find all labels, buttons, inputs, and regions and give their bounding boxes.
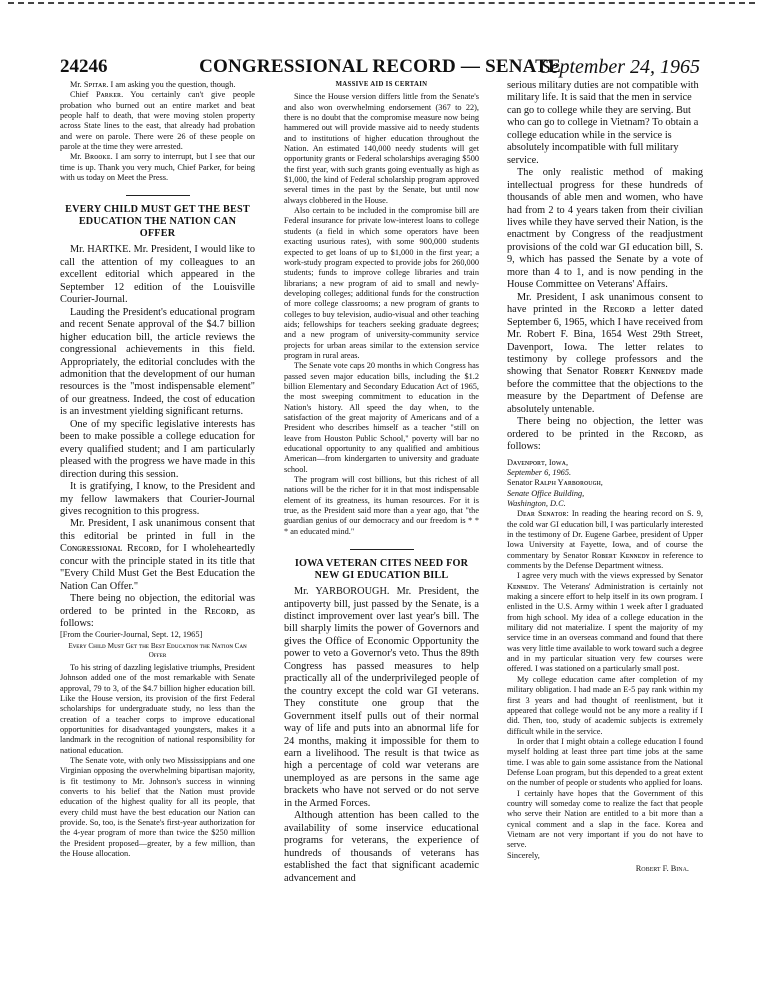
- divider: [126, 195, 190, 196]
- letter-date: September 6, 1965.: [507, 467, 572, 477]
- divider: [350, 549, 414, 550]
- letter-address-line: Washington, D.C.: [507, 498, 566, 508]
- paragraph: The Senate vote caps 20 months in which Congress has passed seven major education bills, including the $1.2 billion Elementary and Secondary Education Act of 1965, the most sweeping commitment to education in the Nation's history. All speed the day when, to the satisfaction of the great majority of Americans and of a President who describes himself as a teacher "still on leave from Houston Public School," poverty will bar no educational opportunity to any qualified and ambitious American—from kindergarten to university and graduate school.: [284, 361, 479, 474]
- subheading: MASSIVE AID IS CERTAIN: [335, 81, 428, 88]
- paragraph: Mr. Bʀᴏᴏᴋᴇ. I am sorry to interrupt, but I see that our time is up. Thank you very much, Chief Parker, for being with us today on Meet the Press.: [60, 152, 255, 183]
- letter-address-line: Senate Office Building,: [507, 488, 585, 498]
- section-heading: EVERY CHILD MUST GET THE BEST EDUCATION THE NATION CAN OFFER: [65, 204, 250, 240]
- paragraph: Mr. President, I ask unanimous consent to have printed in the Rᴇᴄᴏʀᴅ a letter dated September 6, 1965, which I have received from Mr. Robert F. Bina, 1654 West 29th Street, Davenport, Iowa. The letter relates to testimony by college professors and the showing that Senator Rᴏʙᴇʀᴛ Kᴇɴɴᴇᴅʏ made before the committee that the objections to the measure by the Department of Defense are absolutely untenable.: [507, 291, 703, 415]
- page-number: 24246: [60, 56, 108, 77]
- letter-addressee: Senator Rᴀʟᴘʜ Yᴀʀʙᴏʀᴏᴜɢʜ,: [507, 478, 603, 488]
- section-heading: IOWA VETERAN CITES NEED FOR NEW GI EDUCATION BILL: [294, 558, 469, 582]
- top-perforation: [8, 2, 755, 4]
- paragraph: I certainly have hopes that the Government of this country will someday come to realize the fact that people who serve their Nation are entitled to a bit more than a cynical comment and a slap in the face. Korea and Vietnam are not very important if you do not have to serve.: [507, 788, 703, 850]
- paragraph: Since the House version differs little from the Senate's and also won overwhelming endorsement (367 to 22), there is no doubt that the compromise measure now being hammered out will provide massive aid to needy students and to institutions of higher education throughout the Nation. An estimated 140,000 needy students will get opportunity grants or Federal scholarships averaging $500 the first year, with such grants going eventually as high as $1,000, the kind of Federal scholarship program approved several times in the past by the Senate, but until now always clobbered in the House.: [284, 92, 479, 205]
- paragraph: The only realistic method of making intellectual progress for these hundreds of thousands of able men and women, who have had from 2 to 4 years taken from their civilian lives while they have served their Nation, is the enactment by Congress of the readjustment provisions of the cold war GI education bill, S. 9, which has passed the Senate by a vote of more than 4 to 1, and is now pending in the House Committee on Veterans' Affairs.: [507, 167, 703, 291]
- page-header: [60, 56, 700, 82]
- paragraph: It is gratifying, I know, to the President and my fellow lawmakers that Courier-Journal gives recognition to this progress.: [60, 481, 255, 517]
- paragraph: Mr. HARTKE. Mr. President, I would like to call the attention of my colleagues to an excellent editorial which appeared in the September 12 edition of the Louisville Courier-Journal.: [60, 244, 255, 306]
- paragraph: The Senate vote, with only two Mississippians and one Virginian opposing the overwhelming bipartisan majority, is fit testimony to Mr. Johnson's success in winning converts to his belief that the Nation must provide education of the highest quality for all its people, that every child must have the best education our Nation can provide. So, too, is the Senate's first-year authorization for the 4-year program of more than twice the $250 million the President proposed—greater, by a few million, than the House allocation.: [60, 755, 255, 859]
- paragraph: The program will cost billions, but this richest of all nations will be the richer for it in that most indispensable element of its greatness, its human resources. For it is true, as the President said more than a year ago, that "the guardian genius of our democracy and our freedom is * * * an educated mind.": [284, 475, 479, 536]
- paragraph: serious military duties are not compatible with military life. It is said that the men in service can go to college while they are serving. But who can go to college in Vietnam? To obtain a college education while in the service is absolutely incompatible with full military service.: [507, 80, 699, 166]
- paragraph: Mr. Sᴘɪᴛᴀʀ. I am asking you the question, though.: [70, 80, 236, 89]
- paragraph: Dᴇᴀʀ Sᴇɴᴀᴛᴏʀ: In reading the hearing record on S. 9, the cold war GI education bill, I was particularly interested in the testimony of Dr. Eugene Garbee, president of Upper Iowa University at Fayette, Iowa, and of course the commentary by Senator Rᴏʙᴇʀᴛ Kᴇɴɴᴇᴅʏ in reference to comments by the Defense Department witness.: [507, 509, 703, 571]
- paragraph: There being no objection, the letter was ordered to be printed in the Rᴇᴄᴏʀᴅ, as follows:: [507, 416, 703, 453]
- letter-signature: Robert F. Bina.: [635, 864, 689, 873]
- paragraph: Mr. YARBOROUGH. Mr. President, the antipoverty bill, just passed by the Senate, is a distinct improvement over last year's bill. The bill sharply limits the power of Governors and gives the Office of Economic Opportunity the power to veto a Governor's veto. Thus the 89th Congress has passed measures to help practically all of the underprivileged people of the country except the cold war GI veterans. They constitute one group that the Government itself pulls out of their normal way of life and puts into an abnormal life for 24 months, making it impossible for them to earn a livelihood. The result is that twice as high a percentage of cold war veterans are unemployed as are persons in the same age brackets who have not served or do not serve in the Armed Forces.: [284, 586, 479, 809]
- paragraph: Lauding the President's educational program and recent Senate approval of the $4.7 billion higher education bill, the article reviews the congressional achievements in this field. Appropriately, the editorial concludes with the admonition that the development of our human resources is the "most indispensable element" of our greatness. Indeed, the cost of education is an investment yielding significant returns.: [60, 306, 255, 418]
- editorial-title: Eᴠᴇʀʏ Cʜɪʟᴅ Mᴜsᴛ Gᴇᴛ ᴛʜᴇ Bᴇsᴛ Eᴅᴜᴄᴀᴛɪᴏɴ ᴛʜᴇ Nᴀᴛɪᴏɴ Cᴀɴ Oғғᴇʀ: [68, 641, 247, 659]
- paragraph: There being no objection, the editorial was ordered to be printed in the Rᴇᴄᴏʀᴅ, as follows:: [60, 593, 255, 630]
- paragraph: Mr. President, I ask unanimous consent that this editorial be printed in full in the Cᴏɴɢʀᴇssɪᴏɴᴀʟ Rᴇᴄᴏʀᴅ, for I wholeheartedly concur with the principle stated in its title that "Every Child Must Get the Best Education the Nation Can Offer.": [60, 518, 255, 592]
- column-3: [507, 80, 703, 874]
- paragraph: Chief Pᴀʀᴋᴇʀ. You certainly can't give people probation who burned out an entire market and beat people half to death, that were moving stolen property across State lines to the east, that already had probation and were on parole. There were 26 of these people on parole at the time they were arrested.: [60, 90, 255, 152]
- paragraph: My college education came after completion of my military obligation. I had made an E-5 pay rank within my first 3 years and had thought of reenlistment, but it appeared that college would not be any more a reality if I did. Then, too, study of academic subjects is extremely difficult while in the service.: [507, 674, 703, 736]
- paragraph: One of my specific legislative interests has been to make possible a college education for every qualified student; and I am particularly pleased with the progress we have made in this direction during this session.: [60, 418, 255, 480]
- paragraph: I agree very much with the views expressed by Senator Kᴇɴɴᴇᴅʏ. The Veterans' Administration is certainly not making a sincere effort to help itself in its own program. I enlisted in the U.S. Army within 1 week after I graduated from high school. My idea of a college education in the military did not materialize. I spent the majority of my service time in an overseas command and found that there was very little time available to work toward such a degree and in my particular situation very few courses were offered. I was stationed on a particularly small post.: [507, 571, 703, 674]
- paragraph: To his string of dazzling legislative triumphs, President Johnson added one of the most remarkable with Senate approval, 79 to 3, of the $4.7 billion higher education bill. Like the House version, its provision of the first Federal scholarships for undergraduate study, no less than the creation of a teacher corps to improve educational opportunities for disadvantaged youngsters, makes it a landmark in the recognition of national responsibility for national education.: [60, 662, 255, 755]
- letter-closing: Sincerely,: [507, 850, 540, 860]
- running-title: CONGRESSIONAL RECORD — SENATE: [199, 56, 561, 77]
- paragraph: Although attention has been called to the availability of some inservice educational programs for veterans, the experience of hundreds of thousands of veterans has established the fact that significant academic advancement and: [284, 810, 479, 884]
- letter-place: Dᴀᴠᴇɴᴘᴏʀᴛ, Iᴏᴡᴀ,: [507, 457, 569, 467]
- paragraph: Also certain to be included in the compromise bill are Federal insurance for private low-interest loans to college students (a field in which some operators have been exacting usurious rates), with some 900,000 students expected to get loans of up to $1,000 in the first year; a work-study program expected to provide jobs for 260,000 students; funds to improve college libraries and train librarians; a new program of aid to small and newly-developing colleges; additional funds for the construction of more college classrooms; a new program of grants to colleges to buy television, audio-visual and other teaching aids; fellowships for teachers seeking graduate degrees; and a new program of university-community service projects for urban areas similar to the extension service program in rural areas.: [284, 206, 479, 360]
- column-1: [60, 80, 255, 859]
- paragraph: In order that I might obtain a college education I found myself holding at least three part time jobs at the same time. I was able to gain some assistance from the National Defense Loan program, but this depended to a great extent on the number of people or students who applied for loans.: [507, 736, 703, 788]
- issue-date: September 24, 1965: [540, 56, 700, 78]
- column-2: [284, 80, 479, 885]
- source-line: [From the Courier-Journal, Sept. 12, 1965]: [60, 630, 203, 640]
